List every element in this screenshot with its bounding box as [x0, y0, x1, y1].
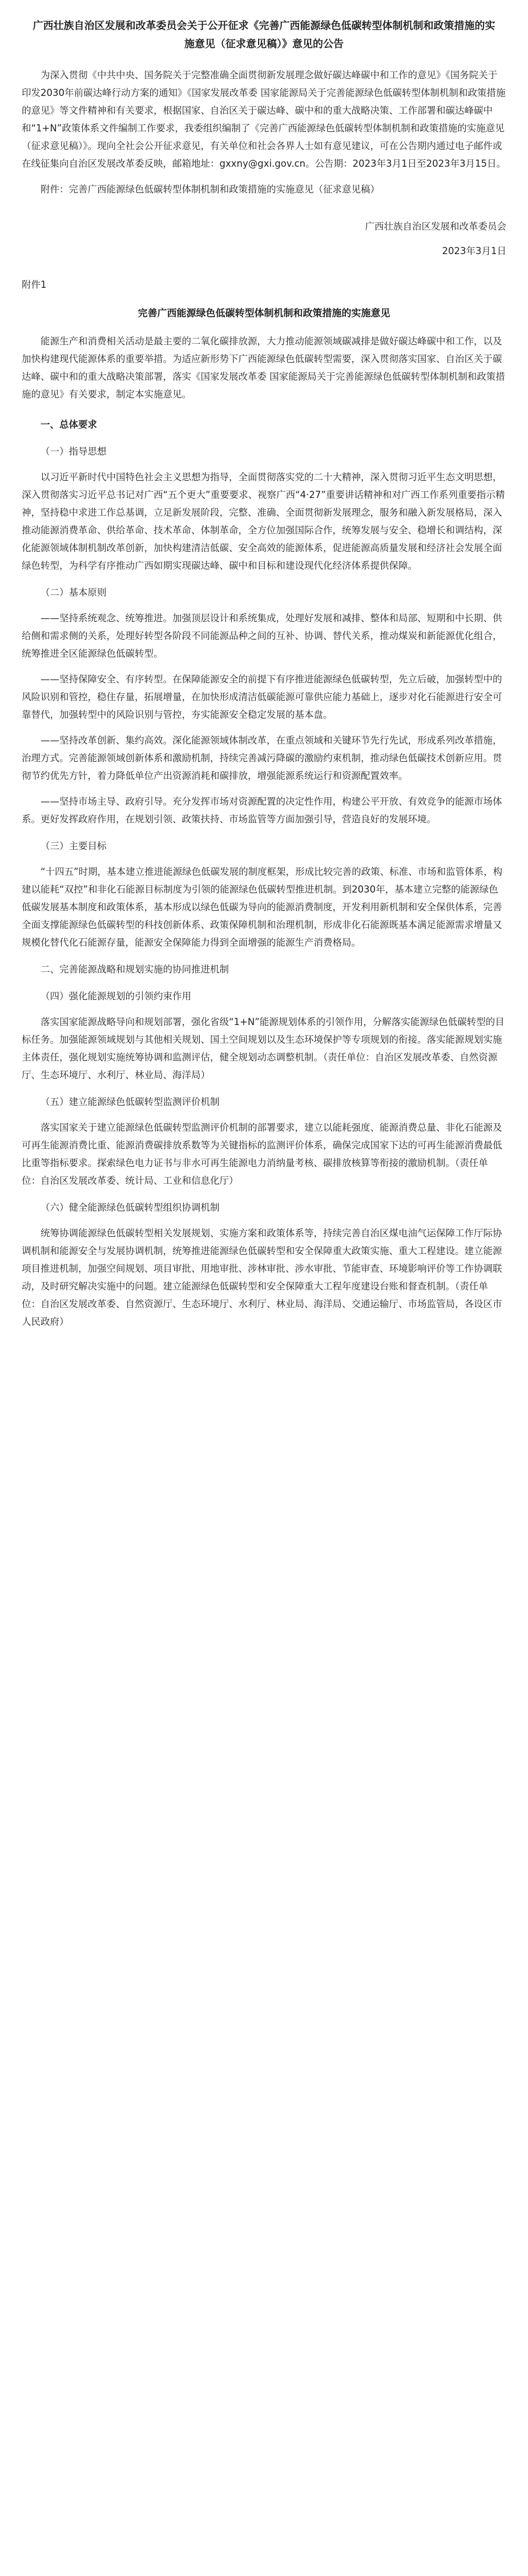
annex-section-heading: （三）主要目标: [41, 841, 107, 851]
annex-title: 完善广西能源绿色低碳转型体制机制和政策措施的实施意见: [138, 308, 390, 319]
notice-signature: 广西壮族自治区发展和改革委员会: [365, 221, 506, 232]
annex-paragraph: 落实国家能源战略导向和规划部署，强化省级“1+N”能源规划体系的引领作用，分解落实能源绿色低碳转型的目标任务。加强能源领域规划与其他相关规划、国土空间规划以及生态环境保护等专项规划的衔接。落实能源规划实施主体责任，强化规划实施统筹协调和监测评估，健全规划动态调整机制。（责任单位：自治区发展改革委、自然资源厅、生态环境厅、水利厅、林业局、海洋局）: [22, 1016, 505, 1080]
annex-paragraph: 能源生产和消费相关活动是最主要的二氧化碳排放源，大力推动能源领域碳减排是做好碳达峰碳中和工作，以及加快构建现代能源体系的重要举措。为适应新形势下广西能源绿色低碳转型需要，深入贯彻落实国家、自治区关于碳达峰、碳中和的重大战略决策部署，落实《国家发展改革委 国家能源局关于完善能源绿色低碳转型体制机制和政策措施的意见》有关要求，制定本实施意见。: [22, 336, 505, 400]
annex-paragraph: 落实国家关于建立能源绿色低碳转型监测评价机制的部署要求，建立以能耗强度、能源消费总量、非化石能源及可再生能源消费比重、能源消费碳排放系数等为关键指标的监测评价体系，确保完成国家下达的可再生能源消费最低比重等指标要求。探索绿色电力证书与非水可再生能源电力消纳量考核、碳排放核算等衔接的激励机制。（责任单位：自治区发展改革委、统计局、工业和信息化厅）: [22, 1122, 502, 1186]
notice-body-paragraph: 为深入贯彻《中共中央、国务院关于完整准确全面贯彻新发展理念做好碳达峰碳中和工作的意见》《国务院关于印发2030年前碳达峰行动方案的通知》《国家发展改革委 国家能源局关于完善能源绿色低碳转型体制机制和政策措施的意见》等文件精神和有关要求，根据国家、自治区关于碳达峰、碳中和的重大战略决策、工作部署和碳达峰碳中和“1+N”政策体系文件编制工作要求，我委组织编制了《完善广西能源绿色低碳转型体制机制和政策措施的实施意见（征求意见稿）》。现向全社会公开征求意见，有关单位和社会各界人士如有意见建议，可在公告期内通过电子邮件或在线征集向自治区发展改革委反映，邮箱地址：gxxny@gxi.gov.cn。公告期：2023年3月1日至2023年3月15日。: [22, 70, 506, 169]
annex-section-heading: （四）强化能源规划的引领约束作用: [41, 991, 191, 1002]
annex-paragraph: “十四五”时期，基本建立推进能源绿色低碳发展的制度框架，形成比较完善的政策、标准、市场和监管体系，构建以能耗“双控”和非化石能源目标制度为引领的能源绿色低碳转型推进机制。到2030年，基本建立完整的能源绿色低碳发展基本制度和政策体系，基本形成以绿色低碳为导向的能源消费制度，开发利用新机制和安全保供体系，完善全面支撑能源绿色低碳转型的科技创新体系、政策保障机制和治理机制，形成非化石能源既基本满足能源需求增量又规模化替代化石能源存量，能源安全保障能力得到全面增强的能源生产消费格局。: [22, 866, 503, 948]
annex-section-heading: （五）建立能源绿色低碳转型监测评价机制: [41, 1096, 220, 1107]
annex-paragraph: 以习近平新时代中国特色社会主义思想为指导，全面贯彻落实党的二十大精神，深入贯彻习近平生态文明思想，深入贯彻落实习近平总书记对广西“五个更大”重要要求、视察广西“4·27”重要讲话精神和对广西工作系列重要指示精神，坚持稳中求进工作总基调，立足新发展阶段，完整、准确、全面贯彻新发展理念，服务和融入新发展格局，深入推动能源消费革命、供给革命、技术革命、体制革命，全方位加强国际合作，统筹发展与安全、稳增长和调结构，深化能源领域体制机制改革创新，加快构建清洁低碳、安全高效的能源体系，促进能源高质量发展和经济社会发展全面绿色转型，为科学有序推动广西如期实现碳达峰、碳中和目标和建设现代化经济体系提供保障。: [22, 472, 505, 571]
annex-body: [22, 332, 506, 1331]
annex-section-heading: （二）基本原则: [41, 587, 107, 598]
annex-section-heading: 一、总体要求: [41, 419, 97, 430]
annex-paragraph: ——坚持市场主导、政府引导。充分发挥市场对资源配置的决定性作用，构建公平开放、有效竞争的能源市场体系。更好发挥政府作用，在规划引领、政策扶持、市场监管等方面加强引导，营造良好的发展环境。: [22, 796, 502, 825]
annex-section-heading: （六）健全能源绿色低碳转型组织协调机制: [41, 1202, 220, 1213]
annex-label: 附件1: [22, 279, 47, 290]
notice-attachment-line: 附件：完善广西能源绿色低碳转型体制机制和政策措施的实施意见（征求意见稿）: [41, 184, 380, 195]
notice-title: 广西壮族自治区发展和改革委员会关于公开征求《完善广西能源绿色低碳转型体制机制和政策措施的实施意见（征求意见稿）》意见的公告: [33, 20, 495, 50]
annex-paragraph: 统筹协调能源绿色低碳转型相关发展规划、实施方案和政策体系等，持续完善自治区煤电油气运保障工作厅际协调机制和能源安全与发展协调机制，统筹推进能源绿色低碳转型和安全保障重大政策实施、重大工程建设。建立能源项目推进机制，加强空间规划、项目审批、用地审批、涉林审批、涉水审批、节能审查、环境影响评价等工作协调联动，及时研究解决实施中的问题。建立能源绿色低碳转型和安全保障重大工程年度建设台账和督查机制。（责任单位：自治区发展改革委、自然资源厅、生态环境厅、水利厅、林业局、海洋局、交通运输厅、市场监管局，各设区市人民政府）: [22, 1228, 502, 1327]
notice-date: 2023年3月1日: [442, 246, 506, 256]
annex-section-heading: （一）指导思想: [41, 446, 107, 457]
annex-paragraph: ——坚持保障安全、有序转型。在保障能源安全的前提下有序推进能源绿色低碳转型，先立后破，加强转型中的风险识别和管控，稳住存量，拓展增量，在加快形成清洁低碳能源可靠供应能力基础上，逐步对化石能源进行安全可靠替代，加强转型中的风险识别与管控，夯实能源安全稳定发展的基本盘。: [22, 674, 502, 720]
annex-paragraph: ——坚持改革创新、集约高效。深化能源领域体制改革，在重点领域和关键环节先行先试，形成系列改革措施，治理方式。完善能源领域创新体系和激励机制，持续完善减污降碳的激励约束机制，推动绿色低碳技术创新应用。贯彻节约优先方针，着力降低单位产出资源消耗和碳排放，增强能源系统运行和资源配置效率。: [22, 735, 502, 781]
annex-paragraph: ——坚持系统观念、统筹推进。加强顶层设计和系统集成，处理好发展和减排、整体和局部、短期和中长期、供给侧和需求侧的关系，处理好转型各阶段不同能源品种之间的互补、协调、替代关系，推动煤炭和新能源优化组合，统筹推进全区能源绿色低碳转型。: [22, 613, 502, 659]
annex-section-heading: 二、完善能源战略和规划实施的协同推进机制: [41, 964, 229, 975]
